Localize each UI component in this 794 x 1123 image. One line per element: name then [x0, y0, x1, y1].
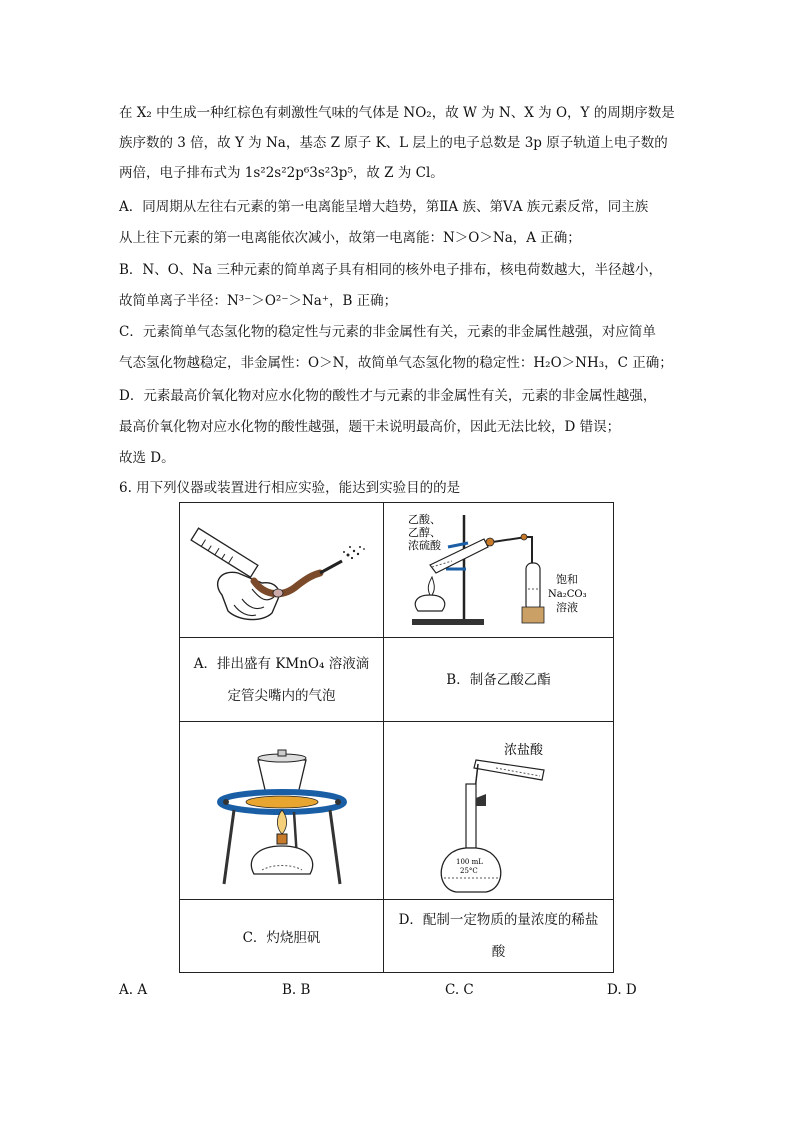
explanation-line-5: 从上往下元素的第一电离能依次减小，故第一电离能：N＞O＞Na，A 正确；: [119, 230, 581, 246]
iron-stand-base: [412, 619, 484, 625]
lamp-wick: [277, 834, 287, 844]
label-flask-volume: 100 mL: [455, 857, 483, 866]
tripod-leg-1: [224, 810, 234, 884]
answer-choice-d[interactable]: D. D: [607, 982, 637, 998]
label-solution-1: 饱和: [555, 573, 578, 586]
alcohol-lamp: [415, 595, 444, 611]
option-c-image-cell: [180, 722, 384, 900]
glass-bead: [273, 589, 283, 597]
option-b-caption: B．制备乙酸乙酯: [446, 671, 551, 688]
explanation-line-2: 族序数的 3 倍，故 Y 为 Na，基态 Z 原子 K、L 层上的电子总数是 3p 原子轨道上电子数的: [119, 135, 668, 151]
answer-choice-c[interactable]: C. C: [445, 982, 474, 998]
clay-triangle-inner: [246, 796, 318, 808]
option-c-caption: C．灼烧胆矾: [242, 930, 321, 946]
explanation-line-12: 故选 D。: [119, 450, 175, 466]
explanation-line-4: A．同周期从左往右元素的第一电离能呈增大趋势，第ⅡA 族、第ⅤA 族元素反常，同主族: [119, 199, 649, 215]
flask-stopper: [476, 794, 486, 806]
option-d-image-cell: [384, 722, 614, 900]
option-b-image-cell: [384, 503, 614, 638]
label-reagents-2: 乙醇、: [407, 526, 441, 539]
tripod-leg-2: [330, 810, 340, 884]
option-c-caption-cell: [180, 900, 384, 973]
explanation-line-10: D．元素最高价氧化物对应水化物的酸性才与元素的非金属性有关，元素的非金属性越强，: [119, 388, 657, 404]
option-d-caption-line-1: D．配制一定物质的量浓度的稀盐: [398, 912, 599, 928]
stopper-1: [486, 538, 494, 546]
explanation-line-8: C．元素简单气态氢化物的稳定性与元素的非金属性有关，元素的非金属性越强，对应简单: [119, 324, 656, 340]
explanation-line-7: 故简单离子半径：N³⁻＞O²⁻＞Na⁺，B 正确；: [119, 293, 398, 309]
label-acid: 浓盐酸: [503, 742, 543, 758]
label-solution-3: 溶液: [555, 601, 578, 614]
label-reagents-3: 浓硫酸: [407, 539, 441, 552]
option-b-caption-cell: [384, 638, 614, 722]
explanation-line-6: B．N、O、Na 三种元素的简单离子具有相同的核外电子排布，核电荷数越大，半径越小，: [119, 262, 662, 278]
crucible-lid-knob: [278, 750, 286, 756]
crucible: [258, 760, 306, 794]
burette-tip: [320, 561, 342, 573]
explanation-line-9: 气态氢化物越稳定，非金属性：O＞N，故简单气态氢化物的稳定性：H₂O＞NH₃，C 正确；: [119, 355, 673, 371]
option-a-caption-line-2: 定管尖嘴内的气泡: [227, 687, 336, 704]
ethyl-acetate-apparatus: [386, 503, 612, 633]
tube-block: [522, 607, 544, 623]
option-a-caption-line-1: A．排出盛有 KMnO₄ 溶液滴: [193, 655, 370, 672]
delivery-tube: [486, 537, 532, 601]
option-a-image-cell: [180, 503, 384, 638]
crucible-heating-diagram: [182, 724, 382, 894]
burette-bubble-diagram: [182, 503, 382, 633]
option-d-caption-line-2: 酸: [491, 944, 506, 960]
receiving-test-tube: [526, 563, 540, 611]
stopper-2: [521, 534, 527, 540]
label-flask-temp: 25°C: [459, 866, 478, 875]
label-solution-2: Na₂CO₃: [547, 589, 587, 600]
explanation-line-11: 最高价氧化物对应水化物的酸性越强，题干未说明最高价，因此无法比较，D 错误；: [119, 419, 621, 435]
answer-choice-b[interactable]: B. B: [282, 982, 311, 998]
spray-droplets: [343, 546, 365, 559]
flame: [428, 577, 434, 595]
flask-neck: [466, 784, 476, 848]
label-reagents-1: 乙酸、: [407, 513, 441, 526]
option-a-caption-cell: [180, 638, 384, 722]
question-stem: 6. 用下列仪器或装置进行相应实验，能达到实验目的的是: [119, 480, 461, 496]
option-d-caption-cell: [384, 900, 614, 973]
volumetric-flask-diagram: [386, 724, 612, 894]
explanation-line-1: 在 X₂ 中生成一种红棕色有刺激性气味的气体是 NO₂，故 W 为 N、X 为 O，Y 的周期序数是: [119, 105, 675, 121]
burette-tube: [191, 528, 258, 577]
options-table: [179, 502, 614, 973]
alcohol-lamp: [251, 846, 312, 874]
answer-choice-a[interactable]: A. A: [119, 982, 148, 998]
explanation-line-3: 两倍，电子排布式为 1s²2s²2p⁶3s²3p⁵，故 Z 为 Cl。: [119, 165, 444, 181]
